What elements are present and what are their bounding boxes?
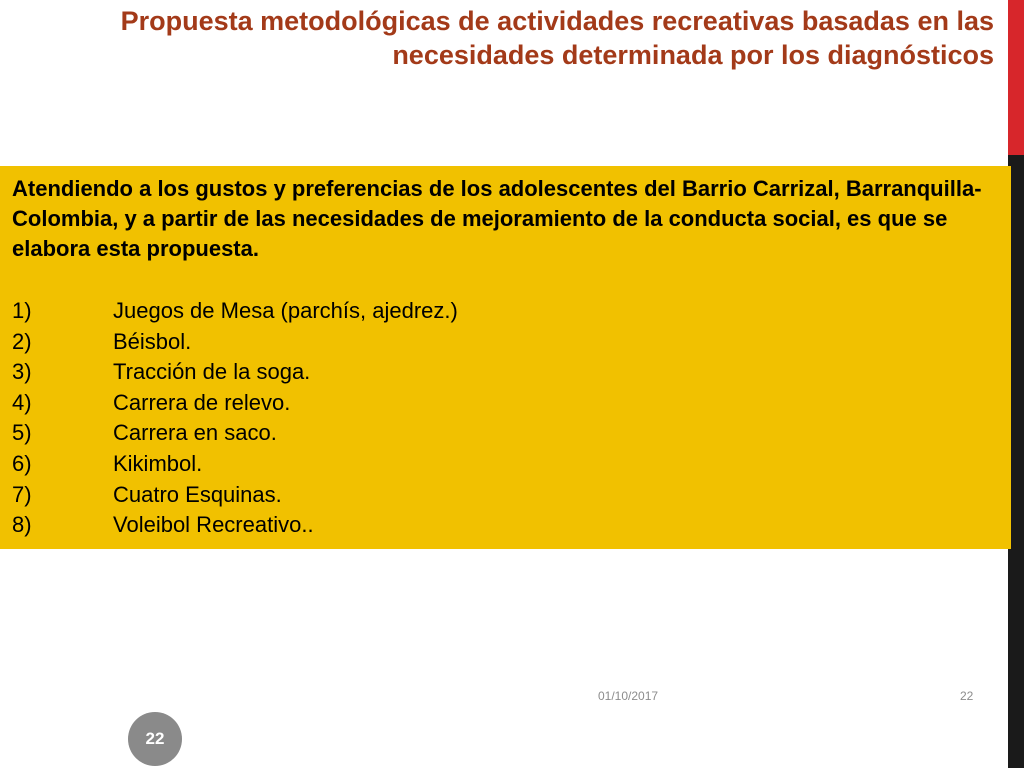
list-item-text: Juegos de Mesa (parchís, ajedrez.)	[113, 298, 458, 323]
list-item-number: 3)	[12, 359, 32, 385]
list-item-text: Cuatro Esquinas.	[113, 481, 282, 507]
list-item-text: Voleibol Recreativo..	[113, 512, 314, 538]
footer-date: 01/10/2017	[598, 689, 659, 703]
list-item-number: 1)	[12, 298, 32, 323]
list-item-number: 5)	[12, 420, 32, 446]
list-item	[12, 296, 999, 327]
list-item-number: 6)	[12, 450, 32, 476]
list-item-number: 8)	[12, 512, 32, 538]
list-item	[12, 357, 999, 388]
content-box	[0, 166, 1011, 549]
list-item	[12, 418, 999, 449]
list-item	[12, 327, 999, 358]
slide-title: Propuesta metodológicas de actividades recreativas basadas en las necesidades determinada por los diagnósticos	[120, 6, 994, 70]
accent-bar-red	[1008, 0, 1024, 155]
list-item	[12, 388, 999, 419]
list-item-text: Kikimbol.	[113, 450, 203, 476]
list-item-number: 2)	[12, 328, 32, 354]
activity-list	[12, 296, 999, 541]
list-item-text: Tracción de la soga.	[113, 359, 311, 385]
list-item	[12, 449, 999, 480]
intro-paragraph: Atendiendo a los gustos y preferencias de los adolescentes del Barrio Carrizal, Barranquilla-Colombia, y a partir de las necesidades de mejoramiento de la conducta social, es que se elabora esta propuesta.	[12, 176, 982, 261]
list-item	[12, 510, 999, 541]
list-item-number: 7)	[12, 481, 32, 507]
footer-slide-number: 22	[960, 689, 974, 703]
page-number-badge: 22	[128, 712, 182, 766]
list-item-text: Béisbol.	[113, 328, 192, 354]
list-item-text: Carrera de relevo.	[113, 389, 291, 415]
list-item-number: 4)	[12, 389, 32, 415]
list-item	[12, 480, 999, 511]
list-item-text: Carrera en saco.	[113, 420, 277, 446]
